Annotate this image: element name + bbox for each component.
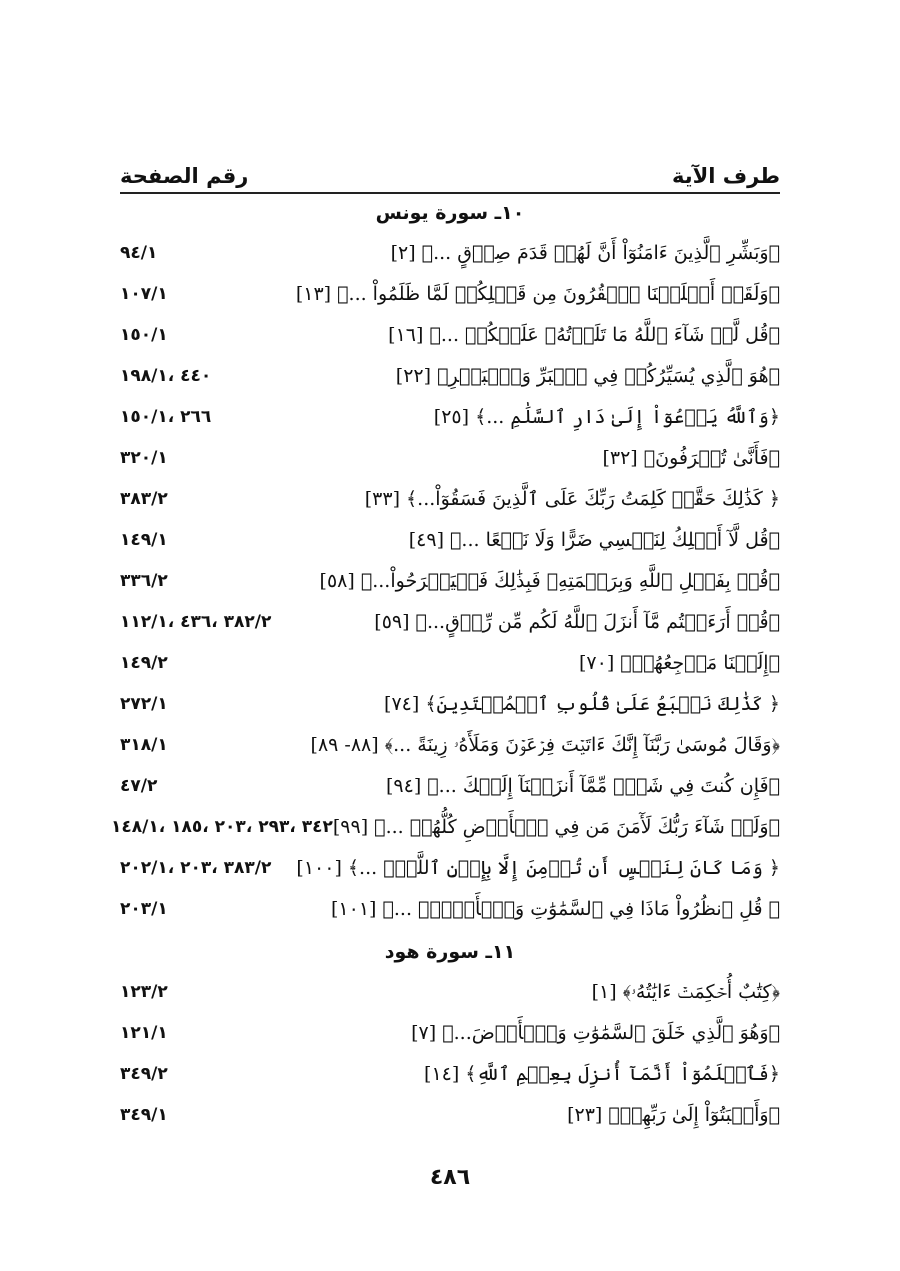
verse-excerpt: ﴿وَهُوَ ٱلَّذِي خَلَقَ ٱلسَّمَٰوَٰتِ وَٱلۡأَرۡضَ...﴾ [٧] [411, 1021, 780, 1044]
page-reference: ٢٧٢/١ [120, 693, 168, 714]
page-number: ٤٨٦ [429, 1165, 471, 1190]
index-entry [120, 314, 780, 355]
page-reference: ٣٢٠/١ [120, 447, 168, 468]
index-header [120, 150, 780, 194]
index-entry [120, 478, 780, 519]
verse-excerpt: ﴿وَأَخۡبَتُوٓاْ إِلَىٰ رَبِّهِمۡ﴾ [٢٣] [567, 1103, 780, 1126]
index-page [111, 150, 780, 1135]
index-entry [120, 1094, 780, 1135]
surah-entry-list [120, 971, 780, 1135]
index-entry [120, 642, 780, 683]
verse-excerpt: ﴿ وَمَا كَانَ لِنَفۡسٍ أَن تُؤۡمِنَ إِلَّا بِإِذۡنِ ٱللَّهِۚ ...﴾ [١٠٠] [296, 856, 780, 879]
verse-excerpt: ﴿وَلَوۡ شَآءَ رَبُّكَ لَأٓمَنَ مَن فِي ٱلۡأَرۡضِ كُلُّهُمۡ ...﴾ [٩٩] [332, 815, 780, 838]
verse-excerpt: ﴿وَقَالَ مُوسَىٰ رَبَّنَآ إِنَّكَ ءَاتَيۡتَ فِرۡعَوۡنَ وَمَلَأَهُۥ زِينَةً ...﴾ [٨٨- ٨٩] [310, 733, 780, 756]
index-entry [120, 765, 780, 806]
page-reference: ٣٨٣/٢ ،٢٠٣ ،٢٠٢/١ [120, 857, 272, 878]
verse-excerpt: ﴿فَٱعۡلَمُوٓاْ أَنَّمَآ أُنزِلَ بِعِلۡمِ ٱللَّهِ﴾ [١٤] [424, 1062, 780, 1085]
index-entry [120, 888, 780, 929]
verse-excerpt: ﴿ كَذَٰلِكَ حَقَّتۡ كَلِمَتُ رَبِّكَ عَلَى ٱلَّذِينَ فَسَقُوٓاْ...﴾ [٣٣] [364, 487, 780, 510]
page-reference: ٢٦٦ ،١٥٠/١ [120, 406, 212, 427]
index-entry [120, 437, 780, 478]
verse-excerpt: ﴿قُلۡ أَرَءَيۡتُم مَّآ أَنزَلَ ٱللَّهُ لَكُم مِّن رِّزۡقٍ...﴾ [٥٩] [374, 610, 780, 633]
verse-excerpt: ﴿وَلَقَدۡ أَهۡلَكۡنَا ٱلۡقُرُونَ مِن قَبۡلِكُمۡ لَمَّا ظَلَمُواْ ...﴾ [١٣] [295, 282, 780, 305]
index-entry [120, 683, 780, 724]
verse-excerpt: ﴿قُل لَّوۡ شَآءَ ٱللَّهُ مَا تَلَوۡتُهُۥ عَلَيۡكُمۡ ...﴾ [١٦] [388, 323, 780, 346]
index-entry [120, 519, 780, 560]
page-reference: ٣٨٢/٢ ،٤٣٦ ،١١٢/١ [120, 611, 272, 632]
page-reference: ١٤٩/٢ [120, 652, 168, 673]
page-column-heading: رقم الصفحة [120, 164, 249, 188]
verse-excerpt: ﴿فَأَنَّىٰ تُصۡرَفُونَ﴾ [٣٢] [602, 446, 780, 469]
page-reference: ٢٠٣/١ [120, 898, 168, 919]
index-entry [120, 232, 780, 273]
page-reference: ٣٤٩/١ [120, 1104, 168, 1125]
page-reference: ٣٤٢ ،٢٩٣ ،٢٠٣ ،١٨٥ ،١٤٨/١ [111, 816, 333, 837]
verse-excerpt: ﴿قُلۡ بِفَضۡلِ ٱللَّهِ وَبِرَحۡمَتِهِۦ فَبِذَٰلِكَ فَلۡيَفۡرَحُواْ...﴾ [٥٨] [319, 569, 780, 592]
index-entry [120, 1053, 780, 1094]
index-entry [120, 355, 780, 396]
verse-excerpt: ﴿فَإِن كُنتَ فِي شَكّٖ مِّمَّآ أَنزَلۡنَآ إِلَيۡكَ ...﴾ [٩٤] [385, 774, 780, 797]
index-entry [120, 396, 780, 437]
verse-column-heading: طرف الآية [671, 164, 780, 188]
page-reference: ٩٤/١ [120, 242, 158, 263]
index-entry [120, 560, 780, 601]
index-entry [120, 1012, 780, 1053]
page-reference: ١٢٣/٢ [120, 981, 168, 1002]
page-reference: ١٢١/١ [120, 1022, 168, 1043]
verse-excerpt: ﴿ كَذَٰلِكَ نَطۡبَعُ عَلَىٰ قُلُوبِ ٱلۡمُعۡتَدِينَ﴾ [٧٤] [384, 692, 780, 715]
page-reference: ٣٤٩/٢ [120, 1063, 168, 1084]
index-entry [120, 971, 780, 1012]
page-reference: ٣١٨/١ [120, 734, 168, 755]
verse-excerpt: ﴿كِتَٰبٌ أُحۡكِمَتۡ ءَايَٰتُهُۥ﴾ [١] [591, 980, 780, 1003]
page-reference: ٣٨٣/٢ [120, 488, 168, 509]
verse-excerpt: ﴿وَٱللَّهُ يَدۡعُوٓاْ إِلَىٰ دَارِ ٱلسَّلَٰمِ ...﴾ [٢٥] [433, 405, 780, 428]
verse-excerpt: ﴿وَبَشِّرِ ٱلَّذِينَ ءَامَنُوٓاْ أَنَّ لَهُمۡ قَدَمَ صِدۡقٍ ...﴾ [٢] [390, 241, 780, 264]
surah-title: ١١ـ سورة هود [384, 941, 516, 963]
surah-title: ١٠ـ سورة يونس [375, 202, 525, 224]
verse-excerpt: ﴿قُل لَّآ أَمۡلِكُ لِنَفۡسِي ضَرًّا وَلَا نَفۡعًا ...﴾ [٤٩] [408, 528, 780, 551]
index-entry [120, 724, 780, 765]
page-reference: ٤٤٠ ،١٩٨/١ [120, 365, 212, 386]
index-entry [120, 847, 780, 888]
verse-excerpt: ﴿إِلَيۡنَا مَرۡجِعُهُمۡ﴾ [٧٠] [579, 651, 780, 674]
index-entry [120, 601, 780, 642]
surah-entry-list [111, 232, 780, 929]
verse-excerpt: ﴿هُوَ ٱلَّذِي يُسَيِّرُكُمۡ فِي ٱلۡبَرِّ وَٱلۡبَحۡرِ﴾ [٢٢] [395, 364, 780, 387]
page-reference: ١٥٠/١ [120, 324, 168, 345]
page-reference: ٣٣٦/٢ [120, 570, 168, 591]
index-entry [111, 806, 780, 847]
index-entry [120, 273, 780, 314]
page-reference: ١٤٩/١ [120, 529, 168, 550]
verse-excerpt: ﴿ قُلِ ٱنظُرُواْ مَاذَا فِي ٱلسَّمَٰوَٰتِ وَٱلۡأَرۡضِۚ ...﴾ [١٠١] [330, 897, 780, 920]
page-reference: ١٠٧/١ [120, 283, 168, 304]
page-reference: ٤٧/٢ [120, 775, 158, 796]
